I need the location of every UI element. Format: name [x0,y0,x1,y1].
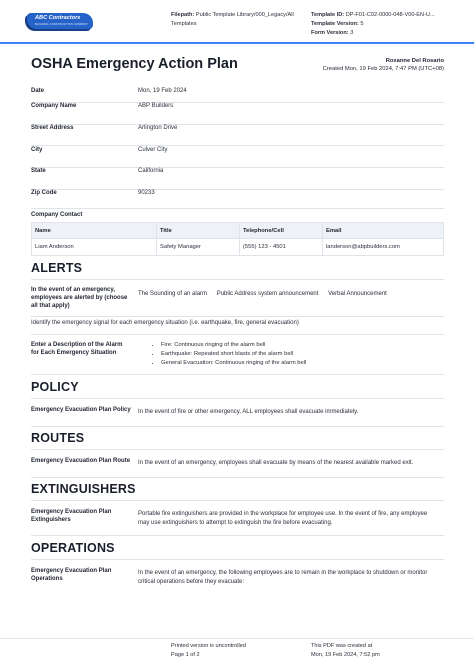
field-value: Mon, 19 Feb 2024 [138,88,187,94]
column-header-email: Email [323,223,444,239]
extinguishers-label: Emergency Evacuation Plan Extinguishers [31,509,112,523]
section-heading-operations: OPERATIONS [31,541,115,555]
template-meta-block [311,11,451,38]
section-heading-policy: POLICY [31,380,79,394]
page-number: Page 1 of 2 [171,652,200,658]
column-header-name: Name [32,223,157,239]
table-header-row [32,223,444,239]
cell-title: Safety Manager [157,239,240,256]
routes-label: Emergency Evacuation Plan Route [31,458,131,464]
page-title: OSHA Emergency Action Plan [31,56,238,72]
field-value: Arlington Drive [138,125,178,131]
author-block [323,57,444,73]
company-logo [27,13,93,29]
page-header [0,0,474,44]
operations-row [31,560,444,594]
field-label: City [31,147,43,153]
alerts-question-label: In the event of an emergency, employees are alerted by (choose all that apply) [31,287,128,309]
column-header-title: Title [157,223,240,239]
field-value: ABP Builders [138,103,174,109]
footer-divider [0,638,474,639]
policy-row [31,399,444,427]
logo-name: ABC Contractors [35,15,81,21]
section-heading-routes: ROUTES [31,431,85,445]
alerts-question-row [31,280,444,317]
alarm-description-list [151,341,441,368]
template-id-value: DP-F01-C02-0000-048-V00-EN-U... [345,12,435,18]
alert-option: Verbal Announcement [328,291,387,297]
company-contact-label: Company Contact [31,212,83,218]
field-row-date [31,84,444,103]
author-name: Roxanne Del Rosario [385,58,444,64]
field-label: Date [31,88,45,94]
field-row-city [31,145,444,168]
field-value: 90233 [138,190,155,196]
alerts-answer [138,290,395,299]
form-version-value: 3 [350,30,354,36]
column-header-telephone: Telephone/Cell [240,223,323,239]
field-label: Zip Code [31,190,57,196]
company-contact-table [31,222,444,256]
filepath-value: Public Template Library/000_Legacy/All Templates [171,12,294,27]
template-id-label: Template ID: [311,12,345,18]
extinguishers-value: Portable fire extinguishers are provided in the workplace for employee use. In the event of fire, any employee may use extinguishers to attempt to extinguish the fire before evacuating. [138,511,428,526]
alert-option: Public Address system announcement [216,291,319,297]
created-timestamp: Created Mon, 19 Feb 2024, 7:47 PM (UTC+08) [322,66,444,72]
header-accent-divider [0,42,474,44]
cell-email: landerson@abpbuilders.com [323,239,444,256]
cell-name: Liam Anderson [32,239,157,256]
routes-value: In the event of an emergency, employees shall evacuate by means of the nearest available marked exit. [138,460,414,466]
footer-pdf-info [311,642,380,660]
pdf-created-label: This PDF was created at [311,643,373,649]
filepath-block [171,11,303,29]
alarm-description-label: Enter a Description of the Alarm for Each Emergency Situation [31,342,123,356]
field-label: Company Name [31,103,77,109]
list-item: • General Evacuation: Continuous ringing of the alarm bell [161,359,441,368]
field-row-zip-code [31,189,444,209]
operations-label: Emergency Evacuation Plan Operations [31,568,112,582]
extinguishers-row [31,501,444,536]
footer-print-info [171,642,246,660]
field-value: California [138,168,164,174]
field-row-street-address [31,124,444,146]
table-row [32,239,444,256]
list-item: • Earthquake: Repeated short blasts of the alarm bell [161,350,441,359]
cell-telephone: (555) 123 - 4501 [240,239,323,256]
alarm-description-row [31,334,444,375]
logo-tagline: BUILDING CONSTRUCTION COMPANY [35,23,89,26]
routes-row [31,450,444,478]
template-version-label: Template Version: [311,21,359,27]
alerts-instruction-row [31,316,444,335]
printed-notice: Printed version is uncontrolled [171,643,246,649]
field-label: State [31,168,46,174]
field-row-state [31,167,444,190]
page-footer [0,638,474,670]
alert-option: The Sounding of an alarm [138,291,208,297]
field-value: Culver City [138,147,168,153]
list-item: • Fire: Continuous ringing of the alarm bell [161,341,441,350]
field-row-company-name [31,102,444,125]
policy-value: In the event of fire or other emergency, ALL employees shall evacuate immediately. [138,409,359,415]
filepath-label: Filepath: [171,12,195,18]
form-version-label: Form Version: [311,30,349,36]
alerts-instruction: Identify the emergency signal for each emergency situation (i.e. earthquake, fire, general evacuation) [31,320,299,326]
section-heading-extinguishers: EXTINGUISHERS [31,482,136,496]
policy-label: Emergency Evacuation Plan Policy [31,407,131,413]
field-label: Street Address [31,125,74,131]
template-version-value: 5 [360,21,364,27]
section-heading-alerts: ALERTS [31,261,83,275]
operations-value: In the event of an emergency, the following employees are to remain in the workplace to shutdown or monitor critical operations before they evacuate: [138,570,428,585]
pdf-created-date: Mon, 19 Feb 2024, 7:52 pm [311,652,380,658]
